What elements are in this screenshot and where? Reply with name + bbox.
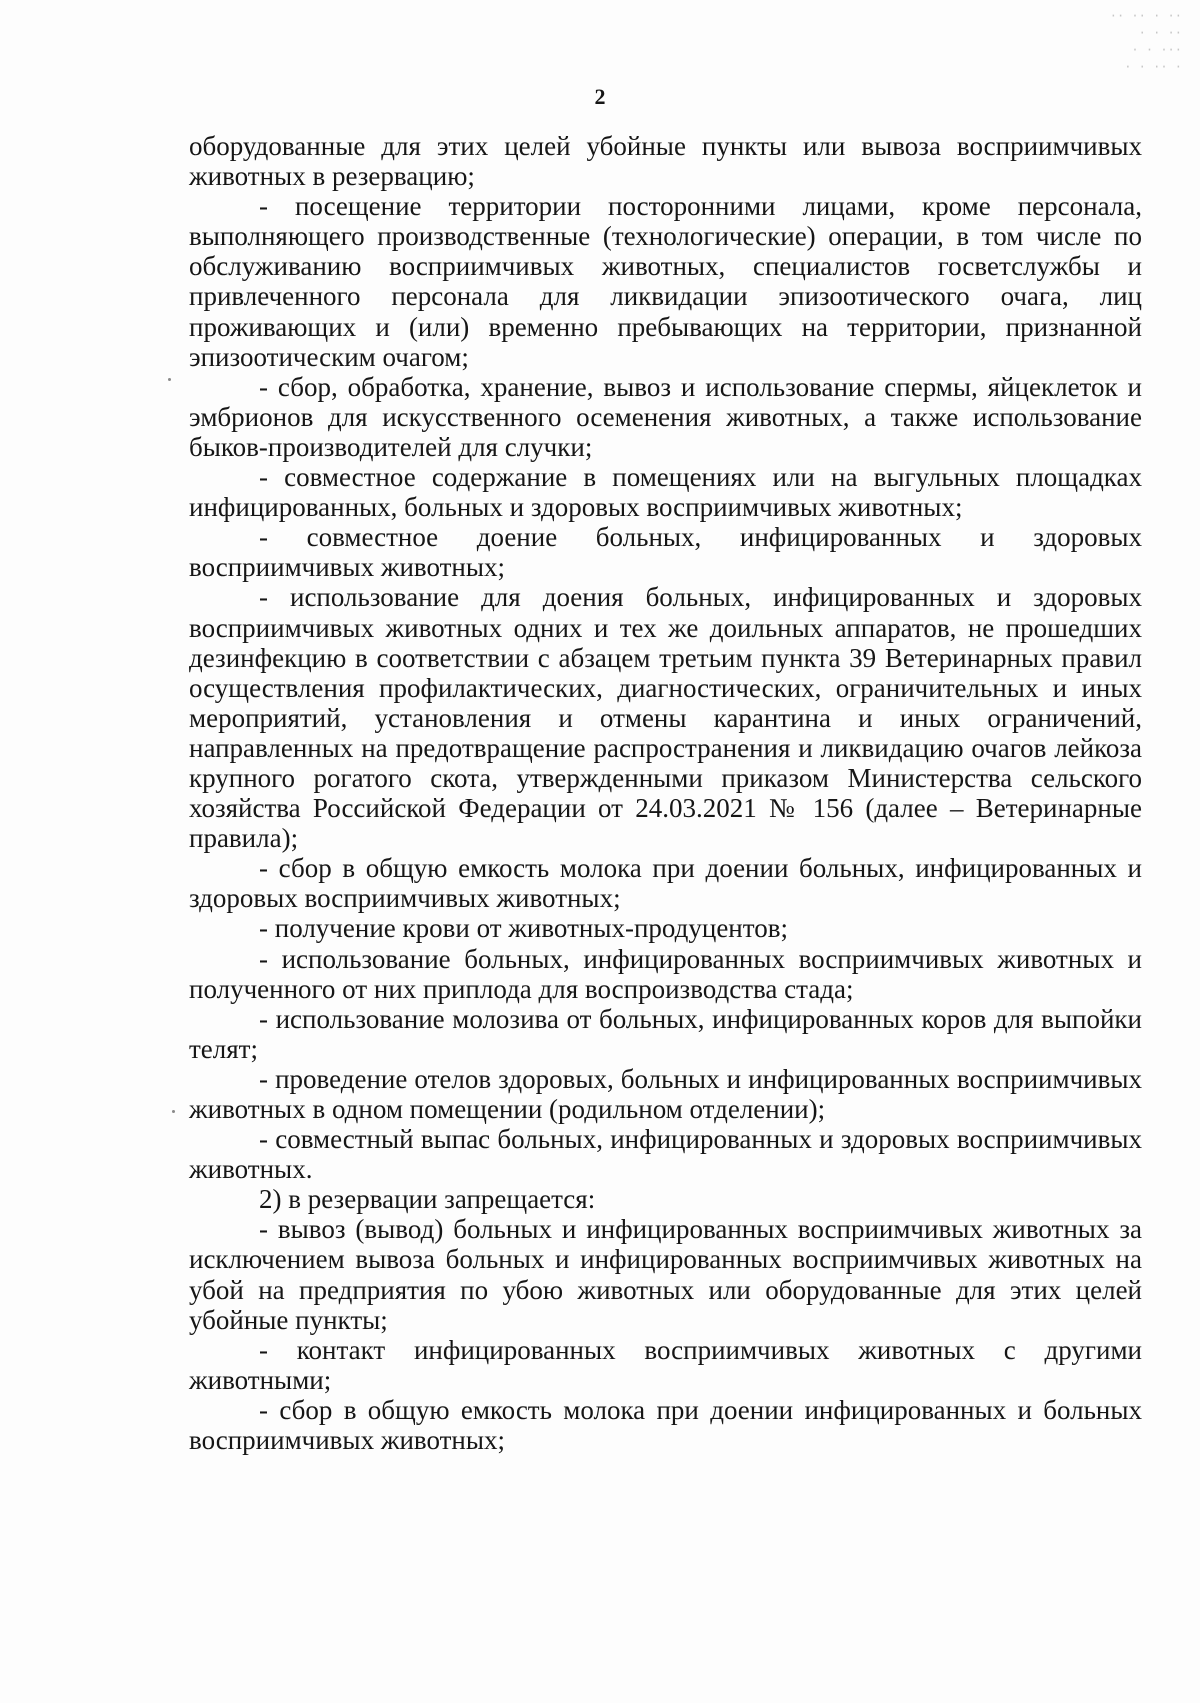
paragraph-15: - сбор в общую емкость молока при доении инфицированных и больных восприимчивых животных; xyxy=(189,1394,1142,1456)
paragraph-6: - сбор в общую емкость молока при доении больных, инфицированных и здоровых восприимчивых животных; xyxy=(189,853,1142,914)
paragraph-13: - вывоз (вывод) больных и инфицированных восприимчивых животных за исключением вывоза больных и инфицированных восприимчивых животных на убой на предприятия по убою животных или оборудованные для этих целей убойные пункты; xyxy=(189,1214,1142,1335)
paragraph-10: - проведение отелов здоровых, больных и инфицированных восприимчивых животных в одном помещении (родильном отделении); xyxy=(189,1063,1142,1124)
scan-artifact-marks: ·· ·· · ·· · · ·· · · ··· · · ·· · xyxy=(1109,9,1182,74)
page-number: 2 xyxy=(594,84,606,109)
paragraph-1: - посещение территории посторонними лицами, кроме персонала, выполняющего производственные (технологические) операции, в том числе по обслуживанию восприимчивых животных, специалистов госветслужбы и привлеченного персонала для ликвидации эпизоотического очага, лиц проживающих и (или) временно пребывающих на территории, признанной эпизоотическим очагом; xyxy=(189,191,1142,372)
scan-speck xyxy=(168,378,171,381)
paragraph-5: - использование для доения больных, инфицированных и здоровых восприимчивых животных одних и тех же доильных аппаратов, не прошедших дезинфекцию в соответствии с абзацем третьим пункта 39 Ветеринарных правил осуществления профилактических, диагностических, ограничительных и иных мероприятий, установления и отмены карантина и иных ограничений, направленных на предотвращение распространения и ликвидацию очагов лейкоза крупного рогатого скота, утвержденными приказом Министерства сельского хозяйства Российской Федерации от 24.03.2021 № 156 (далее – Ветеринарные правила); xyxy=(189,582,1142,854)
paragraph-14: - контакт инфицированных восприимчивых животных с другими животными; xyxy=(189,1334,1142,1395)
document-body xyxy=(189,131,1142,1455)
paragraph-11: - совместный выпас больных, инфицированных и здоровых восприимчивых животных. xyxy=(189,1124,1142,1185)
paragraph-0: оборудованные для этих целей убойные пункты или вывоза восприимчивых животных в резервацию; xyxy=(189,131,1142,192)
paragraph-4: - совместное доение больных, инфицированных и здоровых восприимчивых животных; xyxy=(189,522,1142,583)
paragraph-12: 2) в резервации запрещается: xyxy=(259,1184,596,1215)
paragraph-8: - использование больных, инфицированных восприимчивых животных и полученного от них приплода для воспроизводства стада; xyxy=(189,943,1142,1004)
paragraph-2: - сбор, обработка, хранение, вывоз и использование спермы, яйцеклеток и эмбрионов для искусственного осеменения животных, а также использование быков-производителей для случки; xyxy=(189,371,1142,462)
paragraph-3: - совместное содержание в помещениях или на выгульных площадках инфицированных, больных и здоровых восприимчивых животных; xyxy=(189,462,1142,523)
paragraph-7: - получение крови от животных-продуцентов; xyxy=(259,913,788,944)
paragraph-9: - использование молозива от больных, инфицированных коров для выпойки телят; xyxy=(189,1003,1142,1064)
scan-speck xyxy=(172,1110,175,1113)
